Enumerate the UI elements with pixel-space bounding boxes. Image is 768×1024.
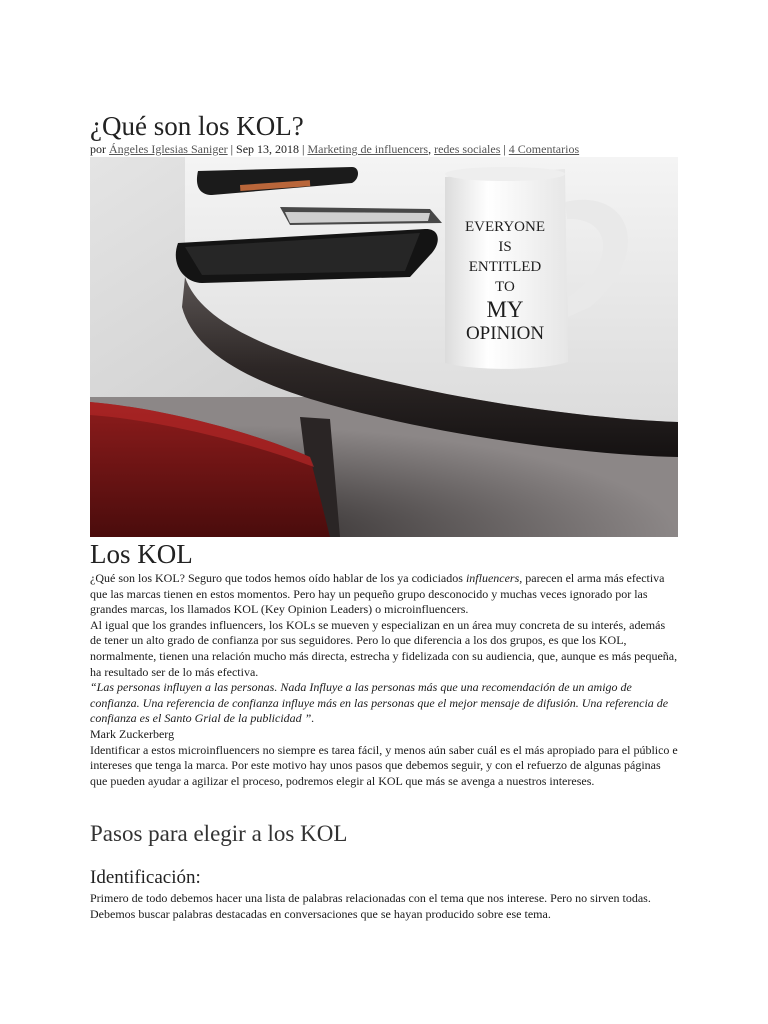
post-date: Sep 13, 2018 [236, 142, 300, 156]
meta-separator: | [227, 142, 237, 156]
paragraph: Identificar a estos microinfluencers no siempre es tarea fácil, y menos aún saber cuál es el más apropiado para el público e intereses que tenga la marca. Por este motivo hay unos pasos que debemos seguir, y con el refuerzo de algunas páginas que pueden ayudar a agilizar el proceso, podremos elegir al KOL que más se avenga a nuestros intereses. [90, 742, 678, 788]
identification-body [90, 891, 678, 922]
hero-image [90, 157, 678, 537]
category-link-redes[interactable]: redes sociales [434, 142, 501, 156]
steps-heading: Pasos para elegir a los KOL [90, 821, 348, 846]
post-meta [90, 142, 579, 157]
quote-text: “Las personas influyen a las personas. Nada Influye a las personas más que una recomendación de un amigo de confianza. Una referencia de confianza influye más en las personas que el mejor mensaje de difusión. Una referencia de confianza es el Santo Grial de la publicidad ”. [90, 680, 669, 726]
meta-separator: | [500, 142, 509, 156]
article-body [90, 571, 678, 789]
mug-text-line: TO [495, 279, 515, 295]
paragraph: Al igual que los grandes influencers, los KOLs se mueven y especializan en un área muy concreta de su interés, además de tener un alto grado de confianza por sus seguidores. Pero lo que diferencia a los dos grupos, es que los KOL, normalmente, tienen una relación mucho más directa, estrecha y fidelizada con su audiencia, que, aunque es más pequeña, ha resultado ser de lo más efectiva. [90, 617, 678, 679]
hero-photo [90, 157, 678, 537]
by-label: por [90, 142, 106, 156]
comments-link[interactable]: 4 Comentarios [508, 142, 580, 156]
page-title: ¿Qué son los KOL? [90, 111, 304, 141]
mug-text-line: EVERYONE [465, 219, 545, 235]
paragraph [90, 571, 678, 618]
quote-author: Mark Zuckerberg [90, 726, 175, 741]
meta-comma: , [428, 142, 435, 156]
quote [90, 680, 678, 727]
section-heading: Los KOL [90, 539, 193, 569]
mug-text-line: OPINION [465, 323, 545, 344]
author-link[interactable]: Ángeles Iglesias Saniger [109, 142, 228, 156]
mug-text-line: ENTITLED [468, 259, 542, 275]
paragraph-text: ¿Qué son los KOL? Seguro que todos hemos oído hablar de los ya codiciados [90, 571, 466, 585]
mug-text-line: MY [486, 297, 524, 322]
mug-text-line: IS [498, 239, 512, 255]
paragraph-text: parecen el arma más efectiva que las marcas tienen en estos momentos. Pero hay un pequeño grupo desconocido y muchas veces ignorado por las grandes marcas, los llamados KOL (Key Opinion Leaders) o microinfluencers. [90, 571, 665, 617]
emphasis-text: influencers, [465, 571, 523, 585]
category-link-marketing[interactable]: Marketing de influencers [307, 142, 429, 156]
paragraph: Primero de todo debemos hacer una lista de palabras relacionadas con el tema que nos interese. Pero no sirven todas. Debemos buscar palabras destacadas en conversaciones que se hayan producido sobre ese tema. [90, 891, 651, 921]
identification-heading: Identificación: [90, 867, 201, 888]
meta-separator: | [299, 142, 308, 156]
